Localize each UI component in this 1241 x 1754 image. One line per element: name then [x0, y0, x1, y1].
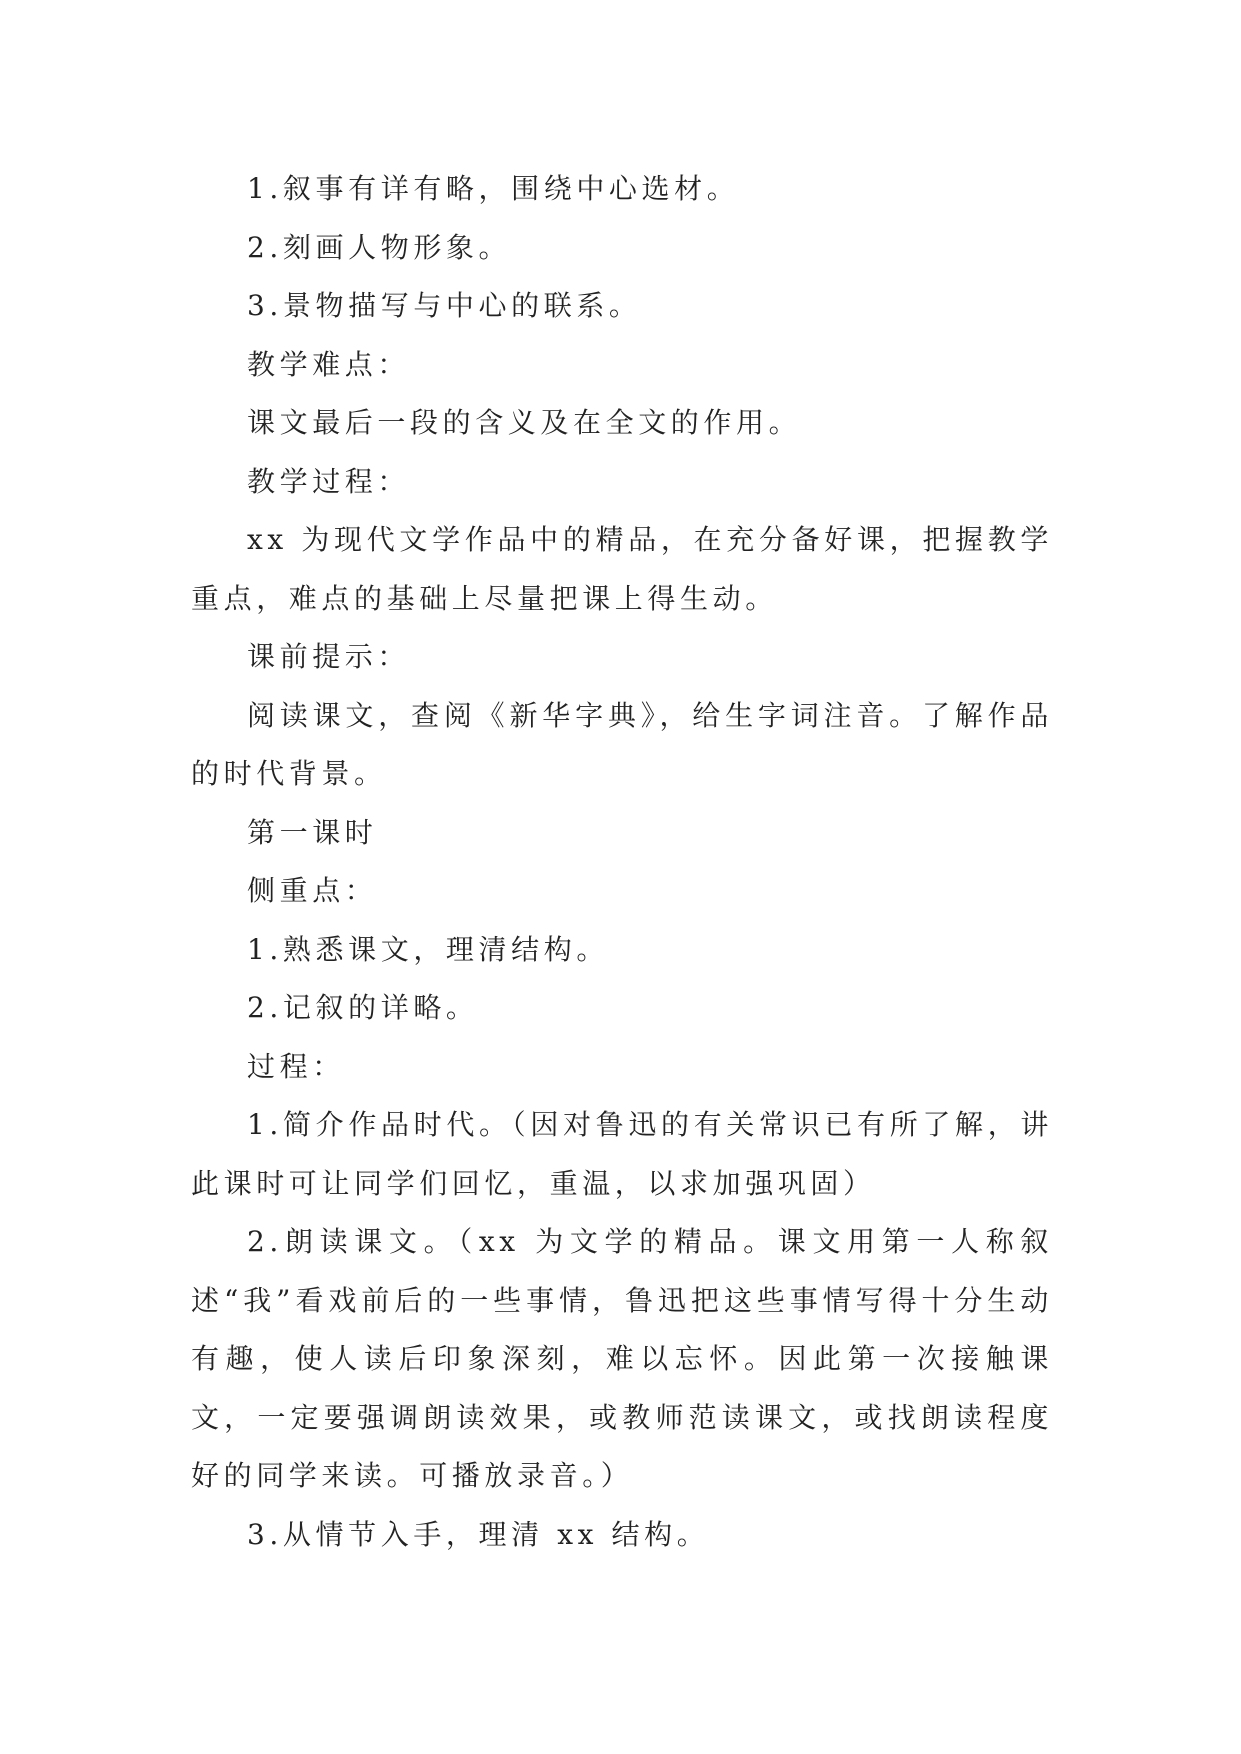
point-narration-detail: 1.叙事有详有略，围绕中心选材。 — [247, 172, 740, 205]
heading-teaching-process: 教学过程： — [247, 464, 411, 498]
procedure-step-2: 2.朗读课文。（xx 为文学的精品。课文用第一人称叙述“我”看戏前后的一些事情，鲁迅把这些事情写得十分生动有趣，使人读后印象深刻，难以忘怀。因此第一次接触课文，一定要强调朗读效果，或教师范读课文，或找朗读程度好的同学来读。可播放录音。） — [191, 1225, 1053, 1492]
focus-item-2: 2.记叙的详略。 — [247, 991, 479, 1024]
procedure-step-1: 1.简介作品时代。（因对鲁迅的有关常识已有所了解，讲此课时可让同学们回忆，重温，以求加强巩固） — [191, 1108, 1053, 1200]
heading-focus: 侧重点： — [247, 874, 378, 907]
pre-class-tips-text: 阅读课文，查阅《新华字典》，给生字词注音。了解作品的时代背景。 — [191, 698, 1053, 790]
point-scenery-description: 3.景物描写与中心的联系。 — [247, 289, 642, 322]
process-intro-paragraph: xx 为现代文学作品中的精品，在充分备好课，把握教学重点，难点的基础上尽量把课上得生动。 — [191, 523, 1053, 615]
heading-procedure: 过程： — [247, 1049, 345, 1083]
point-character-portrayal: 2.刻画人物形象。 — [247, 230, 512, 264]
heading-pre-class-tips: 课前提示： — [247, 640, 411, 673]
focus-item-1: 1.熟悉课文，理清结构。 — [247, 932, 609, 966]
heading-teaching-difficulty: 教学难点： — [247, 347, 411, 381]
heading-first-lesson: 第一课时 — [247, 815, 378, 849]
document-body — [191, 160, 1053, 1564]
procedure-step-3: 3.从情节入手，理清 xx 结构。 — [247, 1517, 710, 1551]
difficulty-text: 课文最后一段的含义及在全文的作用。 — [247, 406, 802, 439]
